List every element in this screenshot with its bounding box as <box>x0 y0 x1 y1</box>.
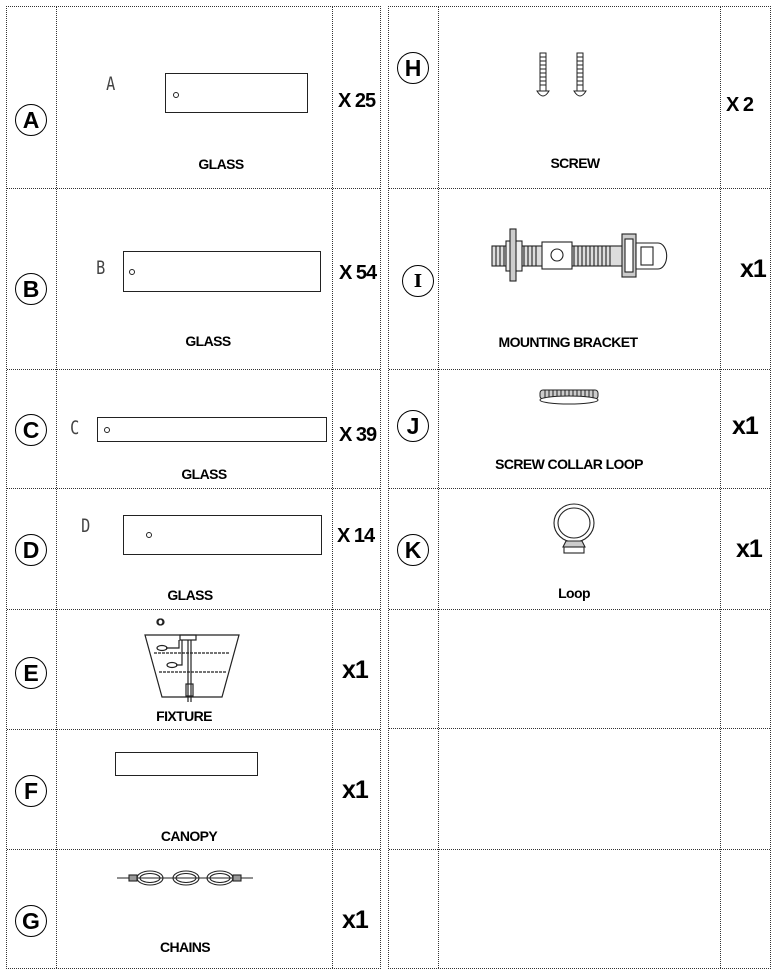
part-row-b <box>7 188 380 369</box>
part-row-g <box>7 849 380 970</box>
part-name: GLASS <box>185 333 231 349</box>
part-id-badge: G <box>15 905 47 937</box>
part-row-i <box>389 188 770 369</box>
glass-label: A <box>106 73 116 95</box>
glass-panel-icon <box>165 73 308 113</box>
empty-row <box>389 728 770 849</box>
part-name: FIXTURE <box>156 708 212 724</box>
part-name: GLASS <box>198 156 244 172</box>
part-id-badge: D <box>15 534 47 566</box>
part-id-badge: F <box>15 775 47 807</box>
parts-table-right <box>388 6 771 969</box>
part-row-a <box>7 7 380 188</box>
part-quantity: X 25 <box>338 90 376 112</box>
part-quantity: x1 <box>342 906 368 934</box>
glass-label: C <box>70 417 80 439</box>
part-name: GLASS <box>167 587 213 603</box>
part-id-badge: J <box>397 410 429 442</box>
part-quantity: X 54 <box>339 262 377 284</box>
part-quantity: x1 <box>736 535 762 563</box>
part-id-badge: B <box>15 273 47 305</box>
part-quantity: x1 <box>732 412 758 440</box>
part-row-f <box>7 729 380 849</box>
part-quantity: x1 <box>740 255 766 283</box>
mounting-bracket-icon <box>492 229 672 283</box>
part-name: MOUNTING BRACKET <box>498 334 638 350</box>
part-id-badge: A <box>15 104 47 136</box>
part-row-j <box>389 369 770 488</box>
part-name: CANOPY <box>160 828 218 844</box>
empty-row <box>389 849 770 970</box>
part-id-badge: E <box>15 657 47 689</box>
part-id-badge: I <box>402 265 434 297</box>
part-id-badge: H <box>397 52 429 84</box>
glass-panel-icon <box>123 251 321 292</box>
part-quantity: x1 <box>342 656 368 684</box>
part-name: SCREW COLLAR LOOP <box>495 456 643 472</box>
part-row-d <box>7 488 380 609</box>
part-quantity: X 39 <box>339 424 377 446</box>
part-name: SCREW <box>550 155 600 171</box>
part-row-k <box>389 488 770 609</box>
part-row-c <box>7 369 380 488</box>
part-row-h <box>389 7 770 188</box>
part-quantity: X 2 <box>726 94 754 116</box>
part-name: CHAINS <box>159 939 211 955</box>
part-id-badge: K <box>397 534 429 566</box>
parts-table-left <box>6 6 381 969</box>
part-name: GLASS <box>181 466 227 482</box>
loop-icon <box>552 503 596 555</box>
screw-icon <box>537 51 587 99</box>
fixture-icon <box>142 618 242 703</box>
glass-panel-icon <box>97 417 327 442</box>
part-row-e <box>7 609 380 729</box>
canopy-icon <box>115 752 258 776</box>
empty-row <box>389 609 770 728</box>
chain-icon <box>117 868 253 888</box>
part-quantity: x1 <box>342 776 368 804</box>
screw-collar-icon <box>539 388 599 406</box>
part-quantity: X 14 <box>337 525 375 547</box>
glass-label: D <box>81 515 91 537</box>
part-id-badge: C <box>15 414 47 446</box>
glass-panel-icon <box>123 515 322 555</box>
part-name: Loop <box>558 585 590 601</box>
glass-label: B <box>96 257 106 279</box>
